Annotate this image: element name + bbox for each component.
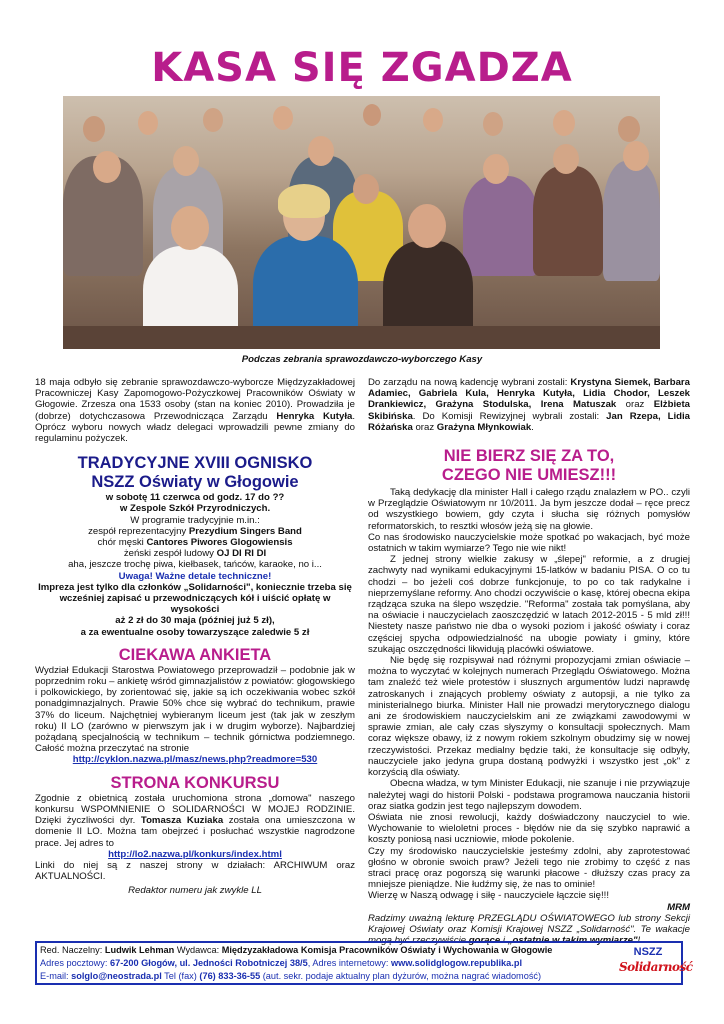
ognisko-item-1: zespół reprezentacyjny Prezydium Singers Band (88, 525, 302, 537)
konkurs-heading: STRONA KONKURSU (110, 773, 280, 792)
reading-advice: Radzimy uważną lekturę PRZEGLĄDU OŚWIATOWEGO lub strony Sekcji Krajowej Oświaty oraz Komisji Krajowej NSZZ „Solidarność". Te wakacje mogą być rzeczywiście gorące i „ostatnie w takim wymiarze"! (368, 912, 690, 947)
right-column (368, 377, 690, 946)
ankieta-text: Wydział Edukacji Starostwa Powiatowego przeprowadził – podobnie jak w poprzednim roku – ankietę wśród gimnazjalistów z powiatów: głogowskiego i polkowickiego, by zorientować się, jakie są ich oczekiwania wobec szkół ponadgimnazjalnych. Prawie 50% chce się wybrać do technikum, prawie 37% do liceum. Najchętniej wybieranym liceum jest (tak jak w zeszłym roku) II LO (zarówno w pierwszym jak i w drugim wyborze). Najbardziej pożądaną specjalnością w technikum – technik górnictwa podziemnego. Całość można przeczytać na stronie (35, 664, 355, 755)
ognisko-rule-4: a za ewentualne osoby towarzyszące zaledwie 5 zł (80, 626, 310, 638)
nie-bierz-p2: Co nas środowisko nauczycielskie może spotkać po wakacjach, być może ostatnich w takim wymiarze? Tego nie wie nikt! (368, 531, 690, 555)
ankieta-heading: CIEKAWA ANKIETA (118, 645, 272, 664)
konkurs-link[interactable]: http://lo2.nazwa.pl/konkurs/index.html (108, 848, 282, 860)
nie-bierz-p3: Z jednej strony wielkie zakusy w „ślepej" reformie, a z drugiej zachwyty nad wynikami edukacyjnymi 15-latków w badaniu PISA. O co tu chodzi – bo jeżeli coś dobrze funkcjonuje, to po co tak radykalne i nieprzemyślane reformy. Ano chodzi oczywiście o kasę, której obecna ekipa rządząca szuka na ślepo wszędzie. "Reforma" została tak pomyślana, aby na oświacie i nauczycielach zaoszczędzić w latach 2012-2015 - 5 mld zł!!! Niestety nasze państwo nie dba o wysoki poziom i jakość oświaty i coraz częściej spycha odpowiedzialność na ubogie powiaty i gminy, które szukając oszczędności likwidują placówki oświatowe. (368, 554, 690, 655)
konkurs-links-note: Linki do niej są z naszej strony w działach: ARCHIWUM oraz AKTUALNOŚCI. (35, 859, 355, 883)
ognisko-item-3: żeński zespół ludowy OJ DI RI DI (123, 548, 267, 560)
solidarnosc-logo: NSZZ Solidarność (619, 946, 677, 982)
email-link[interactable]: solglo@neostrada.pl (71, 971, 162, 981)
editor-signature: Redaktor numeru jak zwykle LL (128, 885, 262, 897)
ognisko-heading-2: NSZZ Oświaty w Głogowie (91, 473, 299, 492)
ognisko-section (35, 454, 355, 638)
intro-paragraph: 18 maja odbyło się zebranie sprawozdawczo-wyborcze Międzyzakładowej Pracowniczej Kasy Zapomogowo-Pożyczkowej Pracowników Oświaty w Głogowie. Zrzesza ona 1533 osoby (stan na koniec 2010). Prowadziła je (dobrze) dotychczasowa Przewodnicząca Zarządu Henryka Kutyła. Oprócz wyboru nowych władz delegaci wprowadzili pewne zmiany do regulaminu pożyczek. (35, 377, 355, 445)
nie-bierz-p5: Obecna władza, w tym Minister Edukacji, nie szanuje i nie przywiązuje należytej wagi do historii Polski - podstawa programowa nauczania historii oraz siatka godzin jest tego najlepszym dowodem. (368, 778, 690, 812)
ognisko-place: w Zespole Szkół Przyrodniczych. (119, 503, 271, 515)
footer-box (35, 941, 693, 985)
nie-bierz-heading-1: NIE BIERZ SIĘ ZA TO, (443, 447, 615, 466)
ognisko-heading-1: TRADYCYJNE XVIII OGNISKO (77, 454, 313, 473)
konkurs-text: Zgodnie z obietnicą została uruchomiona strona „domowa" naszego konkursu WSPOMNIENIE O SOLIDARNOŚCI W MOJEJ RODZINIE. Dzięki życzliwości dyr. Tomasza Kuziaka została ona umieszczona w domenie II LO. Można tam obejrzeć i posłuchać wszystkie nagrodzone prace. Jej adres to (35, 792, 355, 849)
ognisko-program: W programie tradycyjnie m.in.: (130, 514, 260, 526)
ognisko-rule-1: Impreza jest tylko dla członków „Solidarności", koniecznie trzeba się (38, 581, 352, 593)
ognisko-date: w sobotę 11 czerwca od godz. 17 do ?? (105, 492, 285, 504)
ognisko-warning: Uwaga! Ważne detale techniczne! (118, 570, 272, 582)
left-column (35, 377, 355, 897)
nie-bierz-p4: Nie będę się rozpisywał nad różnymi propozycjami zmian oświacie – można to wyczytać w kolejnych numerach Przeglądu Oświatowego. Można tam znaleźć też wiele protestów i słusznych argumentów ludzi naprawdę zatroskanych i znających problemy oświaty z autopsji, a nie tylko za ministerialnego biurka. Minister Hall nie prowadzi merytorycznego dialogu ani ze środowiskiem nauczycielskim ani ze związkami zawodowymi w sprawie zmian, ale cały czas słyszymy o konsultacji społecznych. Mam coraz większe obawy, iż z nowym rokiem szkolnym obudzimy się w nowej rzeczywistości. Przekaz medialny będzie taki, że konsultacje się odbyły, nauczyciele jako jedyna grupa dostaną podwyżki i wszystko jest „ok" z korzyścią dla oświaty. (368, 655, 690, 779)
nie-bierz-p6: Oświata nie znosi rewolucji, każdy doświadczony nauczyciel to wie. Wychowanie to wieloletni proces - błędów nie da się szybko naprawić a koszty poniosą nasi uczniowie, młode pokolenie. (368, 811, 690, 846)
ognisko-rule-2: wcześniej zapisać u przewodniczących kół i uiścić opłatę w wysokości (59, 593, 331, 616)
nie-bierz-p8: Wierzę w Naszą odwagę i siłę - nauczyciele łączcie się!!! (368, 890, 610, 902)
nie-bierz-section (368, 447, 690, 946)
nie-bierz-p7: Czy my środowisko nauczycielskie jesteśmy zdolni, aby zaprotestować głośno w obronie swoich praw? Jeżeli tego nie zrobimy to część z nas straci pracę oraz pogorszą się warunki płacowe - dłuższy czas pracy za mniejsze pieniądze. Nie łudźmy się, że nas to ominie! (368, 845, 690, 891)
author-signature: MRM (667, 901, 690, 913)
ankieta-link[interactable]: http://cyklon.nazwa.pl/masz/news.php?readmore=530 (72, 754, 318, 766)
meeting-photo (63, 96, 660, 349)
nie-bierz-p1: Taką dedykację dla minister Hall i całego rządu znalazłem w PO.. czyli w Przeglądzie Oświatowym nr 10/2011. Ja bym jeszcze dodał – ręce precz od wszystkiego bowiem, gdy czyta i słucha się różnych pomysłów reformatorskich, to resztki włosów jeżą się na głowie. (368, 487, 690, 532)
nie-bierz-heading-2: CZEGO NIE UMIESZ!!! (441, 466, 617, 485)
website-link[interactable]: www.solidglogow.republika.pl (390, 958, 522, 968)
footer-line-2: Adres pocztowy: 67-200 Głogów, ul. Jedności Robotniczej 38/5, Adres internetowy: www.solidglogow.republika.pl (40, 958, 522, 968)
photo-caption: Podczas zebrania sprawozdawczo-wyborczego Kasy (241, 354, 483, 365)
page-title: KASA SIĘ ZGADZA (151, 45, 573, 91)
konkurs-section (35, 774, 355, 897)
footer-line-1: Red. Naczelny: Ludwik Lehman Wydawca: Międzyzakładowa Komisja Pracowników Oświaty i Wychowania w Głogowie (40, 945, 553, 955)
ankieta-section (35, 646, 355, 766)
ognisko-item-2: chór męski Cantores Piwores Glogowiensis (97, 537, 293, 549)
footer-line-3: E-mail: solglo@neostrada.pl Tel (fax) (76) 833-36-55 (aut. sekr. podaje aktualny plan dyżurów, można nagrać wiadomość) (40, 971, 542, 981)
zarzad-paragraph: Do zarządu na nową kadencję wybrani zostali: Krystyna Siemek, Barbara Adamiec, Gabriela Kula, Henryka Kutyła, Lidia Chodor, Leszek Drankiewicz, Grażyna Stodulska, Irena Matuszak oraz Elżbieta Skibińska. Do Komisji Rewizyjnej wybrali zostali: Jan Rzepa, Lidia Różańska oraz Grażyna Młynkowiak. (368, 377, 690, 433)
ognisko-rule-3: aż 2 zł do 30 maja (później już 5 zł), (115, 615, 275, 627)
ognisko-item-4: aha, jeszcze trochę piwa, kiełbasek, tańców, karaoke, no i... (68, 559, 322, 571)
